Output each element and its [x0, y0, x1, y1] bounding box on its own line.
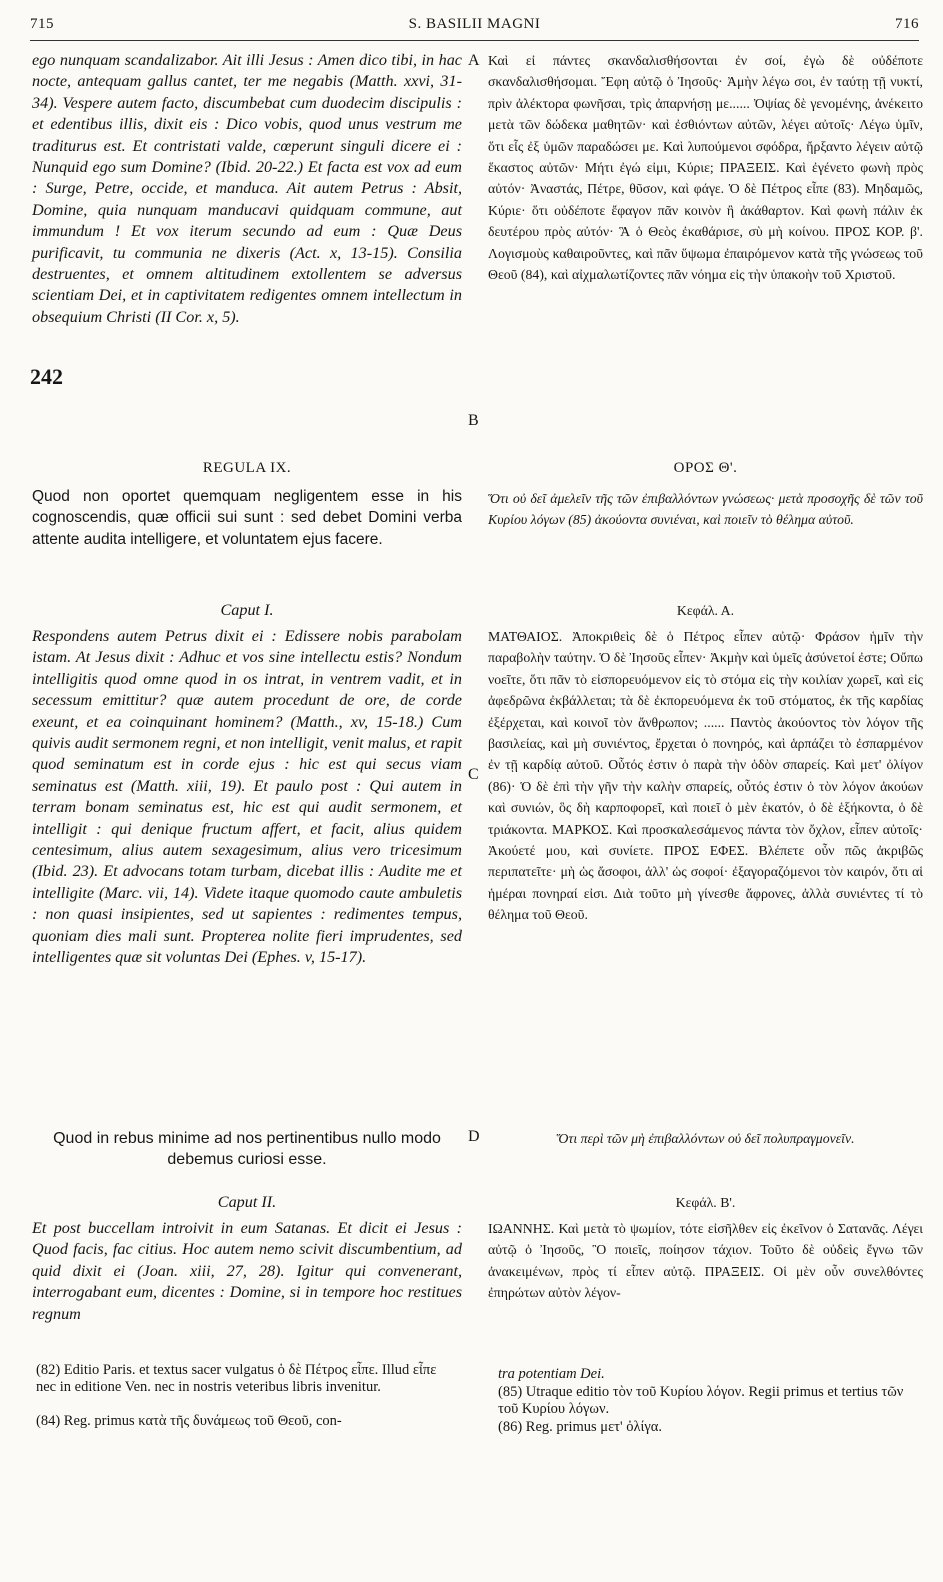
regula-heading-latin: REGULA IX.	[202, 460, 292, 476]
margin-letter-d: D	[468, 1128, 480, 1145]
caput-1-latin: Caput I.	[220, 601, 274, 619]
margin-letter-c: C	[468, 766, 479, 783]
margin-letter-a: A	[468, 52, 480, 69]
page-header	[30, 16, 919, 38]
page-number-right: 716	[895, 16, 919, 32]
header-rule	[30, 40, 919, 41]
latin-text-block-1: ego nunquam scandalizabor. Ait illi Jesus : Amen dico tibi, in hac nocte, antequam gallus cantet, ter me negabis (Matth. xxvi, 31-34). Vespere autem facto, discumbebat cum duodecim discipulis : et edentibus illis, dixit eis : Dico vobis, quod unus vestrum me traditurus est. Et contristati valde, cœperunt singuli dicere ei : Nunquid ego sum Domine? (Ibid. 20-22.) Et facta est vox ad eum : Surge, Petre, occide, et manduca. Ait autem Petrus : Absit, Domine, quia nunquam manducavi quidquam commune, aut immundum ! Et vox iterum secundo ad eum : Quæ Deus purificavit, tu communia ne dixeris (Act. x, 13-15). Consilia destruentes, et omnem altitudinem extollentem se adversus scientiam Dei, et in captivitatem redigentes omnem intellectum in obsequium Christi (II Cor. x, 5).	[32, 51, 462, 326]
footnote-84-continued: tra potentiam Dei.	[498, 1366, 605, 1382]
caput-2-latin: Caput II.	[217, 1193, 277, 1211]
footnote-85: (85) Utraque editio τὸν τοῦ Κυρίου λόγον. Regii primus et tertius τῶν τοῦ Κυρίου λόγων.	[498, 1384, 904, 1417]
greek-text-block-3: ΙΩΑΝΝΗΣ. Καὶ μετὰ τὸ ψωμίον, τότε εἰσῆλθεν εἰς ἐκεῖνον ὁ Σατανᾶς. Λέγει αὐτῷ ὁ Ἰησοῦς, Ὃ ποιεῖς, ποίησον τάχιον. Τοῦτο δὲ οὐδεὶς ἔγνω τῶν ἀνακειμένων, πρὸς τί εἶπεν αὐτῷ. ΠΡΑΞΕΙΣ. Οἱ μὲν οὖν συνελθόντες ἐπηρώτων αὐτὸν λέγον-	[488, 1221, 923, 1301]
latin-text-block-3: Et post buccellam introivit in eum Satanas. Et dicit ei Jesus : Quod facis, fac citius. Hoc autem nemo scivit discumbentium, ad quid dixit ei (Joan. xiii, 27, 28). Igitur qui convenerant, interrogabant eum, dicentes : Domine, si in tempore hoc restitues regnum	[32, 1219, 462, 1323]
regula-text-latin: Quod non oportet quemquam negligentem esse in his cognoscendis, quæ officii sui sunt : sed debet Domini verba attente audita intelligere, et voluntatem ejus facere.	[32, 488, 462, 548]
regula-heading-greek: ΟΡΟΣ Θ'.	[673, 460, 738, 476]
page-number-left: 715	[30, 16, 54, 32]
footnote-82: (82) Editio Paris. et textus sacer vulgatus ὁ δὲ Πέτρος εἶπε. Illud εἶπε nec in editione Ven. nec in nostris veteribus libris invenitur.	[36, 1362, 437, 1395]
caput-1-greek: Κεφάλ. Α.	[676, 603, 735, 618]
footnote-86: (86) Reg. primus μετ' ὀλίγα.	[498, 1419, 663, 1435]
subheading-greek: Ὅτι περὶ τῶν μὴ ἐπιβαλλόντων οὐ δεῖ πολυπραγμονεῖν.	[556, 1131, 855, 1146]
running-title: S. BASILII MAGNI	[408, 16, 541, 32]
greek-text-block-2: ΜΑΤΘΑΙΟΣ. Ἀποκριθεὶς δὲ ὁ Πέτρος εἶπεν αὐτῷ· Φράσον ἡμῖν τὴν παραβολὴν ταύτην. Ὁ δὲ Ἰησοῦς εἶπεν· Ἀκμὴν καὶ ὑμεῖς ἀσύνετοί ἐστε; Οὔπω νοεῖτε, ὅτι πᾶν τὸ εἰσπορευόμενον εἰς τὸ στόμα εἰς τὴν κοιλίαν χωρεῖ, καὶ εἰς ἀφεδρῶνα ἐκβάλλεται; τὰ δὲ ἐκπορευόμενα ἐκ τοῦ στόματος, ἐκ τῆς καρδίας ἐξέρχεται, καὶ κοινοῖ τὸν ἄνθρωπον; ...... Παντὸς ἀκούοντος τὸν λόγον τῆς βασιλείας, καὶ μὴ συνιέντος, ἔρχεται ὁ πονηρός, καὶ ἁρπάζει τὸ ἐσπαρμένον ἐν τῇ καρδίᾳ αὐτοῦ. Οὗτός ἐστιν ὁ παρὰ τὴν ὁδὸν σπαρείς. Καὶ μετ' ὀλίγον (86)· Ὁ δὲ ἐπὶ τὴν γῆν τὴν καλὴν σπαρείς, οὗτός ἐστιν ὁ τὸν λόγον ἀκούων καὶ συνιών, ὃς δὴ καρποφορεῖ, καὶ ποιεῖ ὁ μὲν ἑκατόν, ὁ δὲ ἑξήκοντα, ὁ δὲ τριάκοντα. ΜΑΡΚΟΣ. Καὶ προσκαλεσάμενος πάντα τὸν ὄχλον, εἶπεν αὐτοῖς· Ἀκούετέ μου, καὶ συνίετε. ΠΡΟΣ ΕΦΕΣ. Βλέπετε οὖν πῶς ἀκριβῶς περιπατεῖτε· μὴ ὡς ἄσοφοι, ἀλλ' ὡς σοφοί· ἐξαγοραζόμενοι τὸν καιρόν, ὅτι αἱ ἡμέραι πονηραί εἰσι. Διὰ τοῦτο μὴ γίνεσθε ἄφρονες, ἀλλὰ συνιέντες τί τὸ θέλημα τοῦ Θεοῦ.	[488, 629, 923, 923]
subheading-latin: Quod in rebus minime ad nos pertinentibus nullo modo debemus curiosi esse.	[53, 1130, 441, 1169]
greek-text-block-1: Καὶ εἰ πάντες σκανδαλισθήσονται ἐν σοί, ἐγὼ δὲ οὐδέποτε σκανδαλισθήσομαι. Ἔφη αὐτῷ ὁ Ἰησοῦς· Ἀμὴν λέγω σοι, ἐν ταύτῃ τῇ νυκτί, πρὶν ἀλέκτορα φωνῆσαι, τρὶς ἀπαρνήσῃ με...... Ὀψίας δὲ γενομένης, ἀνέκειτο μετὰ τῶν δώδεκα μαθητῶν· καὶ ἐσθιόντων αὐτῶν, λέγει αὐτοῖς· Λέγω ὑμῖν, ὅτι εἷς ἐξ ὑμῶν παραδώσει με. Καὶ λυπούμενοι σφόδρα, ἤρξαντο λέγειν αὐτῷ ἕκαστος αὐτῶν· Μήτι ἐγώ εἰμι, Κύριε; ΠΡΑΞΕΙΣ. Καὶ ἐγένετο φωνὴ πρὸς αὐτόν· Ἀναστάς, Πέτρε, θῦσον, καὶ φάγε. Ὁ δὲ Πέτρος εἶπε (83). Μηδαμῶς, Κύριε· ὅτι οὐδέποτε ἔφαγον πᾶν κοινὸν ἢ ἀκάθαρτον. Καὶ φωνὴ πάλιν ἐκ δευτέρου πρὸς αὐτόν· Ἃ ὁ Θεὸς ἐκαθάρισε, σὺ μὴ κοίνου. ΠΡΟΣ ΚΟΡ. β'. Λογισμοὺς καθαιροῦντες, καὶ πᾶν ὕψωμα ἐπαιρόμενον κατὰ τῆς γνώσεως τοῦ Θεοῦ (84), καὶ αἰχμαλωτίζοντες πᾶν νόημα εἰς τὴν ὑπακοὴν τοῦ Χριστοῦ.	[488, 53, 923, 283]
latin-text-block-2: Respondens autem Petrus dixit ei : Edissere nobis parabolam istam. At Jesus dixit : Adhuc et vos sine intellectu estis? Nondum intelligitis quod omne quod in os intrat, in ventrem vadit, et in secessum emittitur? quæ autem procedunt de ore, de corde exeunt, et ea coinquinant hominem? (Matth., xv, 15-18.) Cum quivis audit sermonem regni, et non intelligit, venit malus, et rapit quod seminatum est in corde ejus : hic est qui secus viam seminatus est (Matth. xiii, 19). Et paulo post : Qui autem in terram bonam seminatus est, hic est qui audit sermonem, et intelligit : qui denique fructum affert, et facit, alius quidem centesimum, alius autem sexagesimum, alius vero tricesimum (Ibid. 23). Et advocans totam turbam, dicebat illis : Audite me et intelligite (Marc. vii, 14). Videte itaque quomodo caute ambuletis : non quasi insipientes, sed ut sapientes : redimentes tempus, quoniam dies mali sunt. Propterea nolite fieri imprudentes, sed intelligentes quæ sit voluntas Dei (Ephes. v, 15-17).	[32, 627, 462, 967]
footnote-84: (84) Reg. primus κατὰ τῆς δυνάμεως τοῦ Θεοῦ, con-	[36, 1413, 342, 1429]
regula-text-greek: Ὅτι οὐ δεῖ ἀμελεῖν τῆς τῶν ἐπιβαλλόντων γνώσεως· μετὰ προσοχῆς δὲ τῶν τοῦ Κυρίου λόγων (85) ἀκούοντα συνιέναι, καὶ ποιεῖν τὸ θέλημα αὐτοῦ.	[488, 491, 923, 528]
caput-2-greek: Κεφάλ. Β'.	[675, 1195, 736, 1210]
column-number: 242	[30, 364, 63, 389]
margin-letter-b: B	[468, 412, 479, 429]
